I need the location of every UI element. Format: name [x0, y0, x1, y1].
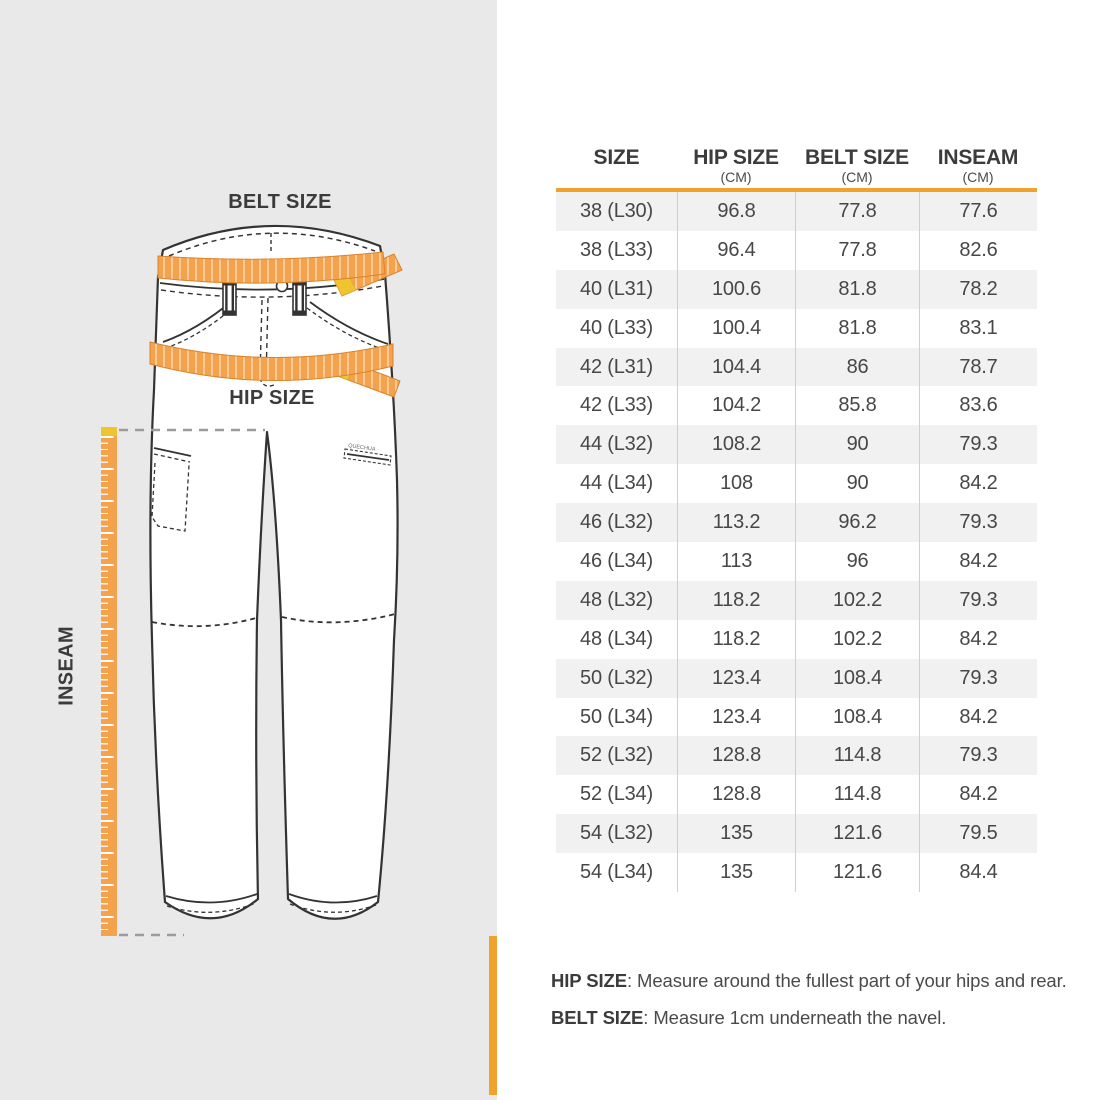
table-cell: 79.3: [919, 581, 1037, 620]
table-cell: 123.4: [677, 659, 795, 698]
table-cell: 121.6: [795, 814, 919, 853]
inseam-measuring-tape: [101, 427, 117, 936]
table-cell: 40 (L31): [580, 277, 653, 300]
belt-loop-left: [223, 281, 236, 315]
table-cell: 48 (L32): [580, 588, 653, 611]
table-cell: 135: [677, 814, 795, 853]
table-row: [556, 231, 1037, 270]
belt-size-label: BELT SIZE: [228, 191, 332, 213]
table-cell: 102.2: [795, 620, 919, 659]
table-cell: 78.7: [919, 348, 1037, 387]
table-cell: 81.8: [795, 309, 919, 348]
table-cell: 79.3: [919, 659, 1037, 698]
table-cell: 78.2: [919, 270, 1037, 309]
table-row: [556, 348, 1037, 387]
pants-outline: [150, 226, 397, 919]
size-table-header: [556, 135, 1037, 192]
table-cell: 77.8: [795, 231, 919, 270]
table-cell: 84.2: [919, 775, 1037, 814]
table-cell: 77.6: [919, 192, 1037, 231]
table-cell: 113.2: [677, 503, 795, 542]
column-header-label: SIZE: [593, 145, 640, 169]
column-header-label: HIP SIZE: [693, 145, 779, 169]
table-cell: 52 (L32): [580, 744, 653, 767]
table-cell: 79.5: [919, 814, 1037, 853]
table-cell: 38 (L30): [580, 199, 653, 222]
table-row: [556, 853, 1037, 892]
table-cell: 52 (L34): [580, 783, 653, 806]
belt-size-note-text: : Measure 1cm underneath the navel.: [643, 1007, 947, 1028]
table-cell: 121.6: [795, 853, 919, 892]
table-row: [556, 386, 1037, 425]
column-header-label: BELT SIZE: [805, 145, 909, 169]
table-cell: 100.6: [677, 270, 795, 309]
table-row: [556, 270, 1037, 309]
column-header-unit: (CM): [962, 169, 994, 185]
table-cell: 77.8: [795, 192, 919, 231]
inseam-label: INSEAM: [55, 626, 78, 706]
table-cell: 83.6: [919, 386, 1037, 425]
table-cell: 108.4: [795, 659, 919, 698]
size-table-body: [556, 192, 1037, 892]
pants-illustration: [0, 0, 497, 1100]
brand-label: QUECHUA: [347, 443, 376, 453]
table-cell: 84.2: [919, 698, 1037, 737]
table-cell: 108.4: [795, 698, 919, 737]
table-cell: 46 (L32): [580, 511, 653, 534]
table-cell: 54 (L32): [580, 822, 653, 845]
column-header-belt-size: [795, 135, 919, 188]
column-header-label: INSEAM: [937, 145, 1019, 169]
table-cell: 118.2: [677, 581, 795, 620]
table-cell: 84.2: [919, 620, 1037, 659]
table-cell: 128.8: [677, 775, 795, 814]
table-cell: 96.2: [795, 503, 919, 542]
column-header-inseam: [919, 135, 1037, 188]
table-cell: 48 (L34): [580, 627, 653, 650]
belt-loop-right: [293, 281, 306, 315]
table-cell: 50 (L34): [580, 705, 653, 728]
table-row: [556, 620, 1037, 659]
table-row: [556, 542, 1037, 581]
table-cell: 82.6: [919, 231, 1037, 270]
hip-size-label: HIP SIZE: [229, 387, 315, 409]
table-cell: 83.1: [919, 309, 1037, 348]
table-cell: 90: [795, 425, 919, 464]
column-header-size: [556, 135, 677, 188]
measurement-illustration-panel: [0, 0, 497, 1100]
table-cell: 42 (L31): [580, 355, 653, 378]
table-cell: 108: [677, 464, 795, 503]
table-cell: 79.3: [919, 425, 1037, 464]
table-cell: 123.4: [677, 698, 795, 737]
table-cell: 44 (L34): [580, 472, 653, 495]
table-cell: 42 (L33): [580, 394, 653, 417]
table-cell: 118.2: [677, 620, 795, 659]
table-cell: 85.8: [795, 386, 919, 425]
belt-size-note-term: BELT SIZE: [551, 1007, 644, 1028]
table-cell: 96.4: [677, 231, 795, 270]
table-cell: 46 (L34): [580, 549, 653, 572]
table-cell: 40 (L33): [580, 316, 653, 339]
table-row: [556, 659, 1037, 698]
table-cell: 102.2: [795, 581, 919, 620]
table-cell: 54 (L34): [580, 861, 653, 884]
table-cell: 90: [795, 464, 919, 503]
table-row: [556, 309, 1037, 348]
table-cell: 100.4: [677, 309, 795, 348]
table-cell: 135: [677, 853, 795, 892]
table-cell: 50 (L32): [580, 666, 653, 689]
table-cell: 104.2: [677, 386, 795, 425]
hip-size-note: [551, 962, 1067, 999]
table-cell: 79.3: [919, 736, 1037, 775]
hip-size-note-text: : Measure around the fullest part of your hips and rear.: [626, 970, 1067, 991]
table-cell: 84.2: [919, 464, 1037, 503]
table-cell: 128.8: [677, 736, 795, 775]
table-cell: 96.8: [677, 192, 795, 231]
tape-ticks: [101, 436, 117, 934]
column-header-hip-size: [677, 135, 795, 188]
belt-size-note: [551, 999, 1067, 1036]
table-cell: 84.4: [919, 853, 1037, 892]
table-cell: 86: [795, 348, 919, 387]
table-cell: 44 (L32): [580, 433, 653, 456]
table-row: [556, 814, 1037, 853]
table-row: [556, 425, 1037, 464]
hip-size-note-term: HIP SIZE: [551, 970, 627, 991]
accent-bar: [489, 936, 497, 1095]
table-cell: 84.2: [919, 542, 1037, 581]
table-cell: 79.3: [919, 503, 1037, 542]
table-cell: 108.2: [677, 425, 795, 464]
table-cell: 114.8: [795, 736, 919, 775]
table-row: [556, 775, 1037, 814]
measurement-notes: [551, 962, 1067, 1036]
table-cell: 113: [677, 542, 795, 581]
table-row: [556, 192, 1037, 231]
table-row: [556, 736, 1037, 775]
table-cell: 104.4: [677, 348, 795, 387]
table-row: [556, 581, 1037, 620]
column-header-unit: (CM): [720, 169, 752, 185]
table-cell: 114.8: [795, 775, 919, 814]
table-cell: 81.8: [795, 270, 919, 309]
tape-end-cap: [101, 427, 117, 436]
table-row: [556, 503, 1037, 542]
table-cell: 38 (L33): [580, 238, 653, 261]
table-row: [556, 698, 1037, 737]
column-header-unit: (CM): [841, 169, 873, 185]
table-row: [556, 464, 1037, 503]
size-table: [556, 135, 1037, 892]
table-cell: 96: [795, 542, 919, 581]
